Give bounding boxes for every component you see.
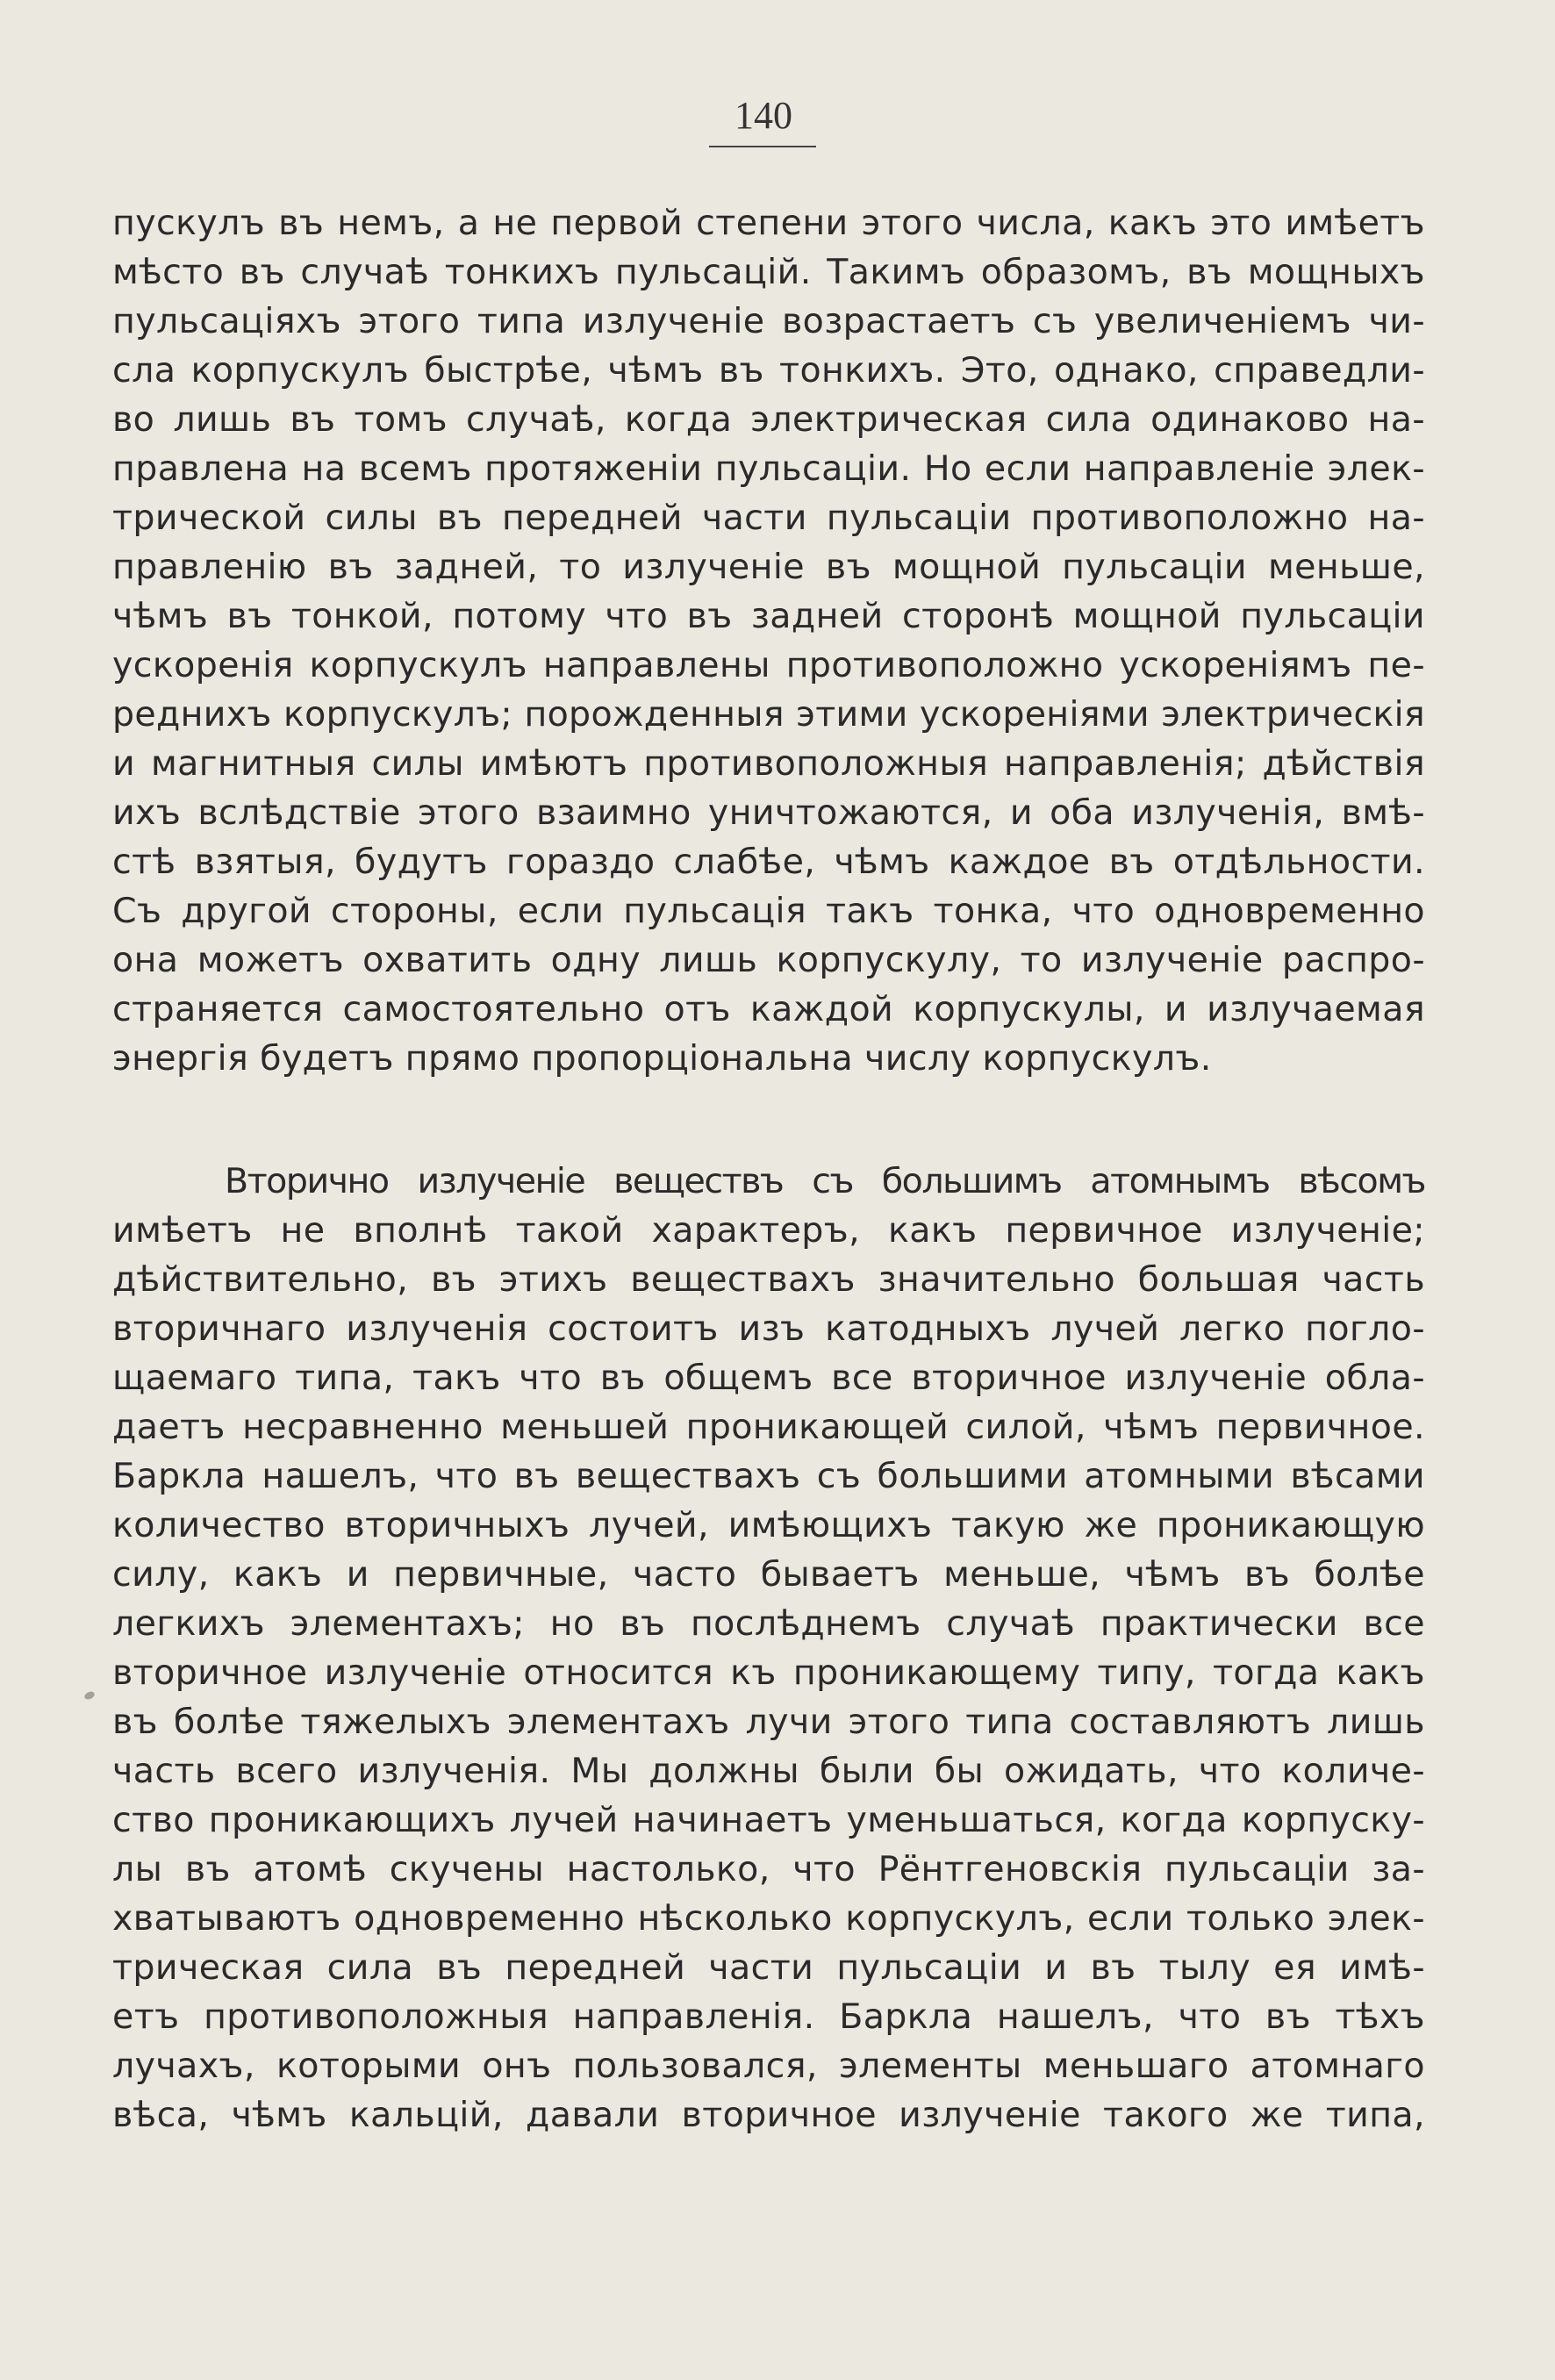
page-number-rule <box>709 146 816 147</box>
text-line: етъ противоположныя направленія. Баркла нашелъ, что въ тѣхъ <box>112 1996 1425 2037</box>
text-line: Баркла нашелъ, что въ веществахъ съ большими атомными вѣсами <box>112 1456 1425 1496</box>
text-line: правленію въ задней, то излученіе въ мощной пульсаціи меньше, <box>112 547 1425 587</box>
text-line: энергія будетъ прямо пропорціональна числу корпускулъ. <box>112 1038 1212 1079</box>
text-line: количество вторичныхъ лучей, имѣющихъ такую же проникающую <box>112 1505 1425 1545</box>
text-line: дѣйствительно, въ этихъ веществахъ значительно большая часть <box>112 1259 1425 1300</box>
text-line: часть всего излученія. Мы должны были бы ожидать, что количе- <box>112 1751 1425 1791</box>
text-line: легкихъ элементахъ; но въ послѣднемъ случаѣ практически все <box>112 1603 1425 1644</box>
text-line: силу, какъ и первичные, часто бываетъ меньше, чѣмъ въ болѣе <box>112 1554 1425 1595</box>
text-line: сла корпускулъ быстрѣе, чѣмъ въ тонкихъ. Это, однако, справедли- <box>112 350 1425 391</box>
text-line: вторичнаго излученія состоитъ изъ катодныхъ лучей легко погло- <box>112 1308 1425 1349</box>
text-line: чѣмъ въ тонкой, потому что въ задней сторонѣ мощной пульсаціи <box>112 596 1425 636</box>
text-line: ихъ вслѣдствіе этого взаимно уничтожаются, и оба излученія, вмѣ- <box>112 792 1425 833</box>
text-line: она можетъ охватить одну лишь корпускулу, то излученіе распро- <box>112 940 1425 980</box>
text-line: и магнитныя силы имѣютъ противоположныя направленія; дѣйствія <box>112 743 1425 784</box>
text-line: стѣ взятыя, будутъ гораздо слабѣе, чѣмъ каждое въ отдѣльности. <box>112 842 1425 882</box>
text-line: лы въ атомѣ скучены настолько, что Рёнтгеновскія пульсаціи за- <box>112 1849 1425 1889</box>
text-line: страняется самостоятельно отъ каждой корпускулы, и излучаемая <box>112 989 1425 1029</box>
text-line: щаемаго типа, такъ что въ общемъ все вторичное излученіе обла- <box>112 1358 1425 1398</box>
text-line: реднихъ корпускулъ; порожденныя этими ускореніями электрическія <box>112 694 1425 735</box>
text-line: Вторично излученіе веществъ съ большимъ атомнымъ вѣсомъ <box>225 1161 1425 1201</box>
text-line: вѣса, чѣмъ кальцій, давали вторичное излученіе такого же типа, <box>112 2095 1425 2135</box>
text-line: мѣсто въ случаѣ тонкихъ пульсацій. Такимъ образомъ, въ мощныхъ <box>112 252 1425 292</box>
text-line: правлена на всемъ протяженіи пульсаціи. Но если направленіе элек- <box>112 448 1425 489</box>
page-number: 140 <box>735 94 792 137</box>
paragraph-1 <box>112 198 1425 1083</box>
text-line: ускоренія корпускулъ направлены противоположно ускореніямъ пе- <box>112 645 1425 685</box>
text-line: даетъ несравненно меньшей проникающей силой, чѣмъ первичное. <box>112 1407 1425 1447</box>
text-line: вторичное излученіе относится къ проникающему типу, тогда какъ <box>112 1652 1425 1693</box>
text-line: трическая сила въ передней части пульсаціи и въ тылу ея имѣ- <box>112 1947 1425 1988</box>
paragraph-2 <box>112 1157 1425 2140</box>
ink-blot <box>83 1690 96 1701</box>
text-line: хватываютъ одновременно нѣсколько корпускулъ, если только элек- <box>112 1898 1425 1939</box>
text-line: ство проникающихъ лучей начинаетъ уменьшаться, когда корпуску- <box>112 1800 1425 1840</box>
text-line: во лишь въ томъ случаѣ, когда электрическая сила одинаково на- <box>112 399 1425 440</box>
text-line: имѣетъ не вполнѣ такой характеръ, какъ первичное излученіе; <box>112 1210 1425 1251</box>
text-line: пускулъ въ немъ, а не первой степени этого числа, какъ это имѣетъ <box>112 203 1425 243</box>
text-line: лучахъ, которыми онъ пользовался, элементы меньшаго атомнаго <box>112 2046 1425 2086</box>
text-line: Съ другой стороны, если пульсація такъ тонка, что одновременно <box>112 891 1425 931</box>
text-line: пульсаціяхъ этого типа излученіе возрастаетъ съ увеличеніемъ чи- <box>112 301 1425 341</box>
text-line: въ болѣе тяжелыхъ элементахъ лучи этого типа составляютъ лишь <box>112 1702 1425 1742</box>
text-line: трической силы въ передней части пульсаціи противоположно на- <box>112 498 1425 538</box>
